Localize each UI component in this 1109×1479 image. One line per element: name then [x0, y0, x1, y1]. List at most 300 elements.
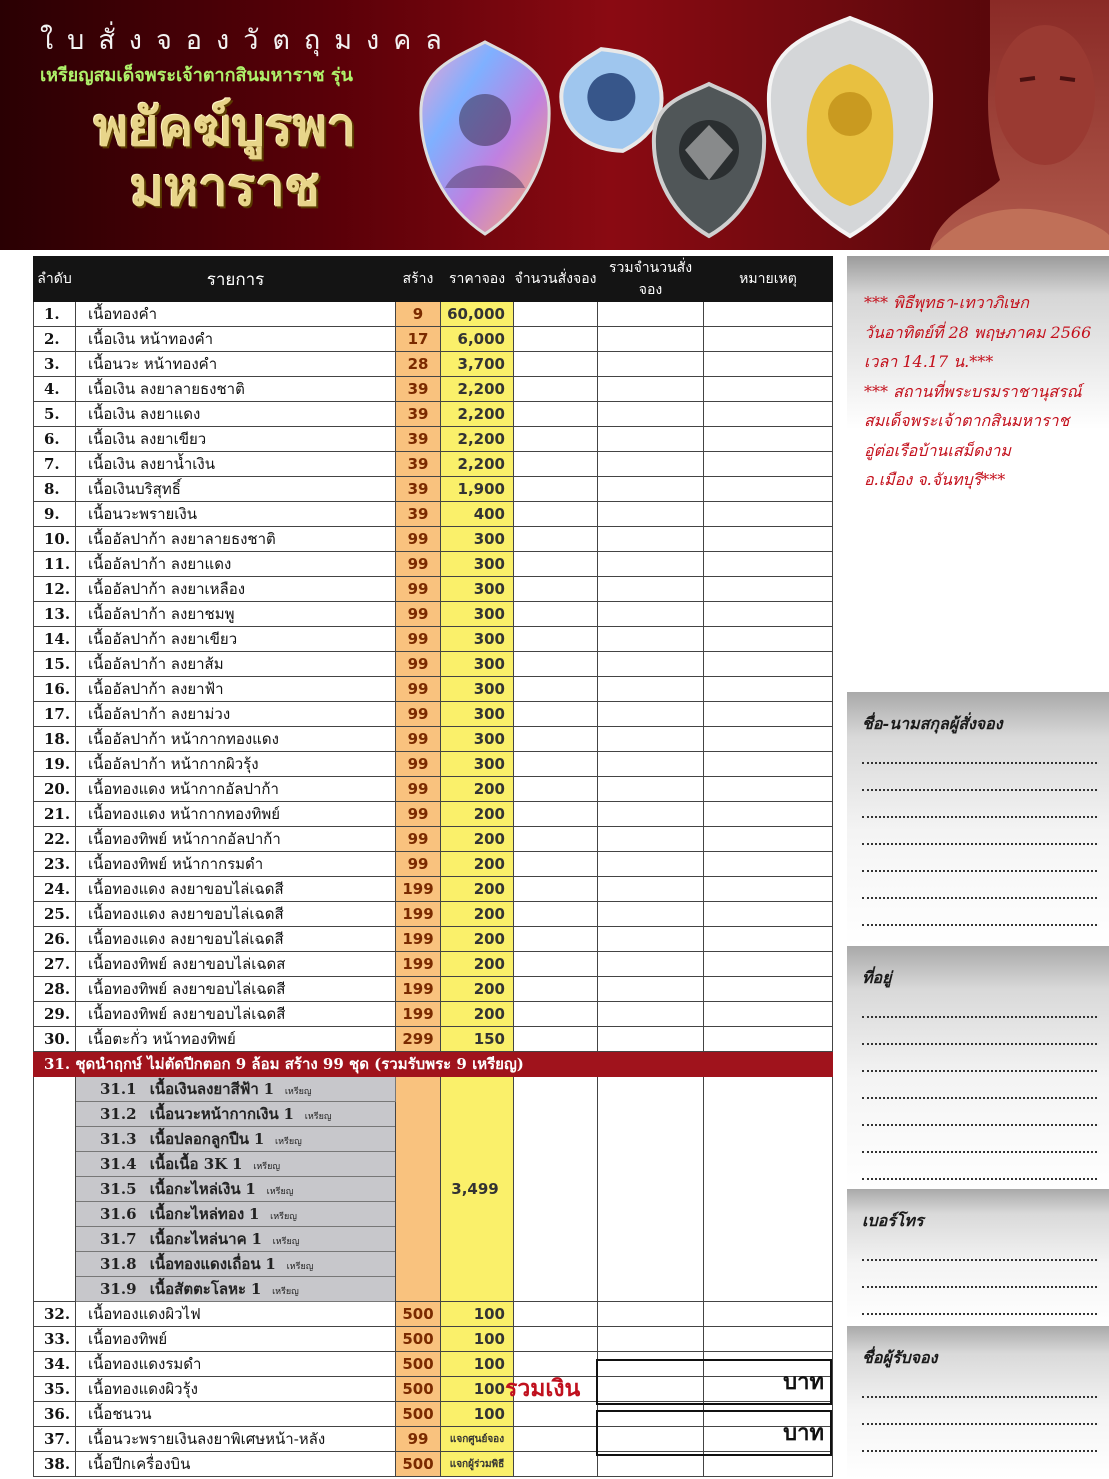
row-order-qty-cell[interactable] [514, 477, 598, 502]
orderer-name-line[interactable] [862, 845, 1097, 872]
set-sub-count: 1 [253, 1130, 265, 1148]
row-order-total-cell[interactable] [598, 477, 704, 502]
row-note-cell[interactable] [704, 477, 833, 502]
address-line[interactable] [862, 1099, 1097, 1126]
row-note-cell[interactable] [704, 977, 833, 1002]
set-sub-name: เนื้อกะไหล่นาค [149, 1230, 247, 1248]
set-qty-cell [396, 1077, 441, 1302]
set-sub-name: เนื้อปลอกลูกปืน [149, 1130, 250, 1148]
row-item-name: เนื้ออัลปาก้า ลงยาลายธงชาติ [76, 527, 396, 552]
row-price: 2,200 [441, 377, 514, 402]
row-order-total-cell[interactable] [598, 802, 704, 827]
row-order-qty-cell[interactable] [514, 377, 598, 402]
row-item-name: เนื้ออัลปาก้า ลงยาเหลือง [76, 577, 396, 602]
row-number: 30. [34, 1027, 76, 1052]
row-order-total-cell[interactable] [598, 752, 704, 777]
set-sub-item [76, 1127, 396, 1152]
phone-line[interactable] [862, 1234, 1097, 1261]
row-number: 14. [34, 627, 76, 652]
row-price: 200 [441, 977, 514, 1002]
row-note-cell[interactable] [704, 352, 833, 377]
row-quantity: 39 [396, 377, 441, 402]
row-order-qty-cell[interactable] [514, 502, 598, 527]
row-note-cell[interactable] [704, 527, 833, 552]
table-row [34, 877, 833, 902]
receiver-line[interactable] [862, 1398, 1097, 1425]
row-order-total-cell[interactable] [598, 527, 704, 552]
set-sub-code: 31.5 [100, 1180, 137, 1198]
row-price: 150 [441, 1027, 514, 1052]
row-price: 200 [441, 777, 514, 802]
row-order-total-cell[interactable] [598, 502, 704, 527]
ceremony-line: วันอาทิตย์ที่ 28 พฤษภาคม 2566 [864, 322, 1092, 342]
row-price: 300 [441, 702, 514, 727]
row-order-qty-cell[interactable] [514, 952, 598, 977]
row-price: 300 [441, 752, 514, 777]
row-order-qty-cell[interactable] [514, 877, 598, 902]
set-sub-unit: เหรียญ [284, 1087, 312, 1097]
table-row [34, 1327, 833, 1352]
receiver-line[interactable] [862, 1425, 1097, 1452]
phone-line[interactable] [862, 1288, 1097, 1315]
row-price: 200 [441, 802, 514, 827]
row-order-qty-cell[interactable] [514, 1327, 598, 1352]
row-order-total-cell[interactable] [598, 552, 704, 577]
row-number: 6. [34, 427, 76, 452]
set-sub-count: 1 [250, 1280, 262, 1298]
row-number: 9. [34, 502, 76, 527]
row-note-cell[interactable] [704, 1027, 833, 1052]
set-sub-unit: เหรียญ [304, 1112, 332, 1122]
col-header-item: รายการ [76, 257, 396, 302]
row-number: 24. [34, 877, 76, 902]
col-header-order-qty: จำนวนสั่งจอง [514, 257, 598, 302]
row-item-name: เนื้อตะกั่ว หน้าทองทิพย์ [76, 1027, 396, 1052]
set-sub-count: 1 [248, 1205, 260, 1223]
row-order-qty-cell[interactable] [514, 402, 598, 427]
total-amount-field[interactable] [596, 1359, 832, 1405]
row-note-cell[interactable] [704, 627, 833, 652]
table-row [34, 452, 833, 477]
row-order-qty-cell[interactable] [514, 977, 598, 1002]
row-price: 400 [441, 502, 514, 527]
row-order-qty-cell[interactable] [514, 777, 598, 802]
row-order-qty-cell[interactable] [514, 927, 598, 952]
row-order-total-cell[interactable] [598, 902, 704, 927]
row-number: 11. [34, 552, 76, 577]
row-number: 17. [34, 702, 76, 727]
row-order-qty-cell[interactable] [514, 602, 598, 627]
table-row [34, 777, 833, 802]
address-line[interactable] [862, 1153, 1097, 1180]
row-quantity: 9 [396, 302, 441, 327]
row-number: 26. [34, 927, 76, 952]
set-sub-count: 1 [265, 1255, 276, 1273]
table-row [34, 402, 833, 427]
row-note-cell[interactable] [704, 677, 833, 702]
table-row [34, 727, 833, 752]
row-order-qty-cell[interactable] [514, 727, 598, 752]
set-sub-name: เนื้อนวะหน้ากากเงิน [149, 1105, 279, 1123]
row-note-cell[interactable] [704, 902, 833, 927]
address-label: ที่อยู่ [862, 968, 892, 987]
row-quantity: 99 [396, 802, 441, 827]
row-note-cell[interactable] [704, 1327, 833, 1352]
row-quantity: 500 [396, 1402, 441, 1427]
row-order-qty-cell[interactable] [514, 702, 598, 727]
row-number: 7. [34, 452, 76, 477]
row-quantity: 39 [396, 427, 441, 452]
row-note-cell[interactable] [704, 327, 833, 352]
row-price: 300 [441, 677, 514, 702]
receiver-label: ชื่อผู้รับจอง [862, 1348, 938, 1367]
row-order-total-cell[interactable] [598, 852, 704, 877]
medal-rainbow-image [415, 38, 555, 238]
set-sub-unit: เหรียญ [272, 1287, 299, 1297]
row-order-total-cell[interactable] [598, 302, 704, 327]
set-sub-name: เนื้อกะไหล่เงิน [149, 1180, 241, 1198]
row-order-total-cell[interactable] [598, 677, 704, 702]
table-row [34, 802, 833, 827]
set-sub-item [76, 1252, 396, 1277]
row-price: 300 [441, 552, 514, 577]
row-quantity: 39 [396, 502, 441, 527]
col-header-order-total: รวมจำนวนสั่งจอง [598, 257, 704, 302]
header-banner [0, 0, 1109, 250]
row-order-total-cell[interactable] [598, 377, 704, 402]
row-price: 200 [441, 902, 514, 927]
row-price: 60,000 [441, 302, 514, 327]
row-item-name: เนื้อทองแดง หน้ากากทองทิพย์ [76, 802, 396, 827]
table-row [34, 327, 833, 352]
row-quantity: 500 [396, 1452, 441, 1477]
row-order-qty-cell[interactable] [514, 302, 598, 327]
set-sub-item [76, 1227, 396, 1252]
row-number: 37. [34, 1427, 76, 1452]
medal-series-subtitle: เหรียญสมเด็จพระเจ้าตากสินมหาราช รุ่น [40, 65, 353, 86]
row-quantity: 39 [396, 477, 441, 502]
set-sub-code: 31.1 [100, 1080, 137, 1098]
row-order-total-cell[interactable] [598, 777, 704, 802]
row-note-cell[interactable] [704, 502, 833, 527]
row-order-total-cell[interactable] [598, 327, 704, 352]
orderer-name-box [847, 692, 1109, 946]
ceremony-line: *** พิธีพุทธา-เทวาภิเษก [864, 293, 1029, 312]
address-line[interactable] [862, 1072, 1097, 1099]
row-order-total-cell[interactable] [598, 402, 704, 427]
row-number: 5. [34, 402, 76, 427]
row-item-name: เนื้อเงิน ลงยาลายธงชาติ [76, 377, 396, 402]
row-number: 1. [34, 302, 76, 327]
address-box [847, 946, 1109, 1189]
row-order-qty-cell[interactable] [514, 752, 598, 777]
row-price: 100 [441, 1327, 514, 1352]
table-row [34, 652, 833, 677]
row-number: 19. [34, 752, 76, 777]
address-line[interactable] [862, 1126, 1097, 1153]
row-note-cell[interactable] [704, 377, 833, 402]
row-price: 100 [441, 1352, 514, 1377]
set-order-qty-cell[interactable] [514, 1077, 598, 1302]
row-order-total-cell[interactable] [598, 952, 704, 977]
row-quantity: 99 [396, 652, 441, 677]
set-row-header [34, 1052, 833, 1077]
row-item-name: เนื้อทองทิพย์ ลงยาขอบไล่เฉดสี [76, 977, 396, 1002]
row-price: 300 [441, 727, 514, 752]
row-note-cell[interactable] [704, 727, 833, 752]
row-order-total-cell[interactable] [598, 1002, 704, 1027]
row-order-qty-cell[interactable] [514, 1027, 598, 1052]
ceremony-line: สมเด็จพระเจ้าตากสินมหาราช [864, 411, 1070, 430]
table-row [34, 352, 833, 377]
set-sub-item [76, 1152, 396, 1177]
row-number: 2. [34, 327, 76, 352]
row-item-name: เนื้อทองแดงรมดำ [76, 1352, 396, 1377]
row-number: 25. [34, 902, 76, 927]
row-item-name: เนื้อทองคำ [76, 302, 396, 327]
row-number: 4. [34, 377, 76, 402]
row-order-total-cell[interactable] [598, 352, 704, 377]
table-row [34, 752, 833, 777]
form-title: ใบสั่งจองวัตถุมงคล [40, 25, 456, 56]
row-item-name: เนื้อปีกเครื่องบิน [76, 1452, 396, 1477]
row-note-cell[interactable] [704, 602, 833, 627]
row-item-name: เนื้อนวะพรายเงินลงยาพิเศษหน้า-หลัง [76, 1427, 396, 1452]
row-order-total-cell[interactable] [598, 727, 704, 752]
orderer-name-line[interactable] [862, 818, 1097, 845]
ceremony-line: *** สถานที่พระบรมราชานุสรณ์ [864, 381, 1082, 401]
row-item-name: เนื้อทองแดงผิวไฟ [76, 1302, 396, 1327]
row-item-name: เนื้ออัลปาก้า ลงยาชมพู [76, 602, 396, 627]
row-order-qty-cell[interactable] [514, 652, 598, 677]
row-note-cell[interactable] [704, 652, 833, 677]
table-row [34, 702, 833, 727]
set-sub-unit: เหรียญ [275, 1137, 302, 1147]
row-quantity: 99 [396, 702, 441, 727]
row-quantity: 99 [396, 577, 441, 602]
row-note-cell[interactable] [704, 777, 833, 802]
row-quantity: 99 [396, 727, 441, 752]
set-row-label: 31. ชุดนำฤกษ์ ไม่ตัดปีกตอก 9 ล้อม สร้าง 99 ชุด (รวมรับพระ 9 เหรียญ) [34, 1052, 833, 1077]
orderer-name-line[interactable] [862, 872, 1097, 899]
set-order-total-cell[interactable] [598, 1077, 704, 1302]
row-quantity: 199 [396, 902, 441, 927]
row-item-name: เนื้อทองทิพย์ ลงยาขอบไล่เฉดส [76, 952, 396, 977]
row-order-total-cell[interactable] [598, 877, 704, 902]
col-header-note: หมายเหตุ [704, 257, 833, 302]
table-row [34, 527, 833, 552]
total-amount-field-2[interactable] [596, 1410, 832, 1456]
row-number: 34. [34, 1352, 76, 1377]
row-number: 23. [34, 852, 76, 877]
table-row [34, 627, 833, 652]
col-header-qty: สร้าง [396, 257, 441, 302]
row-order-qty-cell[interactable] [514, 327, 598, 352]
row-quantity: 199 [396, 927, 441, 952]
orderer-name-line[interactable] [862, 899, 1097, 926]
row-item-name: เนื้ออัลปาก้า ลงยาเขียว [76, 627, 396, 652]
row-order-qty-cell[interactable] [514, 577, 598, 602]
row-note-cell[interactable] [704, 827, 833, 852]
total-unit-1: บาท [783, 1369, 824, 1395]
row-quantity: 99 [396, 827, 441, 852]
row-price: แจกศูนย์จอง [441, 1427, 514, 1452]
row-price: 100 [441, 1302, 514, 1327]
set-sub-item [76, 1177, 396, 1202]
table-row [34, 1302, 833, 1327]
set-sub-code: 31.2 [100, 1105, 137, 1123]
row-note-cell[interactable] [704, 577, 833, 602]
row-quantity: 99 [396, 752, 441, 777]
row-order-qty-cell[interactable] [514, 1427, 598, 1452]
row-quantity: 99 [396, 1427, 441, 1452]
row-price: 200 [441, 1002, 514, 1027]
row-price: 2,200 [441, 427, 514, 452]
row-price: 1,900 [441, 477, 514, 502]
set-sub-item [76, 1277, 396, 1302]
row-order-qty-cell[interactable] [514, 552, 598, 577]
set-sub-unit: เหรียญ [286, 1262, 314, 1272]
set-sub-name: เนื้อเงินลงยาสีฟ้า [149, 1080, 259, 1098]
row-order-qty-cell[interactable] [514, 802, 598, 827]
row-quantity: 28 [396, 352, 441, 377]
row-note-cell[interactable] [704, 752, 833, 777]
row-order-qty-cell[interactable] [514, 452, 598, 477]
row-quantity: 500 [396, 1302, 441, 1327]
row-price: 6,000 [441, 327, 514, 352]
row-order-qty-cell[interactable] [514, 1452, 598, 1477]
medal-silver-gold-image [765, 14, 935, 240]
row-note-cell[interactable] [704, 402, 833, 427]
row-price: 300 [441, 527, 514, 552]
row-order-qty-cell[interactable] [514, 1302, 598, 1327]
ceremony-info-box [847, 256, 1109, 690]
row-number: 38. [34, 1452, 76, 1477]
row-order-total-cell[interactable] [598, 702, 704, 727]
set-sub-name: เนื้อทองแดงเถื่อน [149, 1255, 261, 1273]
receiver-line[interactable] [862, 1371, 1097, 1398]
table-row [34, 1027, 833, 1052]
row-number: 22. [34, 827, 76, 852]
row-price: 200 [441, 952, 514, 977]
set-note-cell[interactable] [704, 1077, 833, 1302]
row-order-total-cell[interactable] [598, 927, 704, 952]
table-row [34, 477, 833, 502]
row-quantity: 99 [396, 677, 441, 702]
row-order-total-cell[interactable] [598, 977, 704, 1002]
address-line[interactable] [862, 991, 1097, 1018]
set-sub-unit: เหรียญ [253, 1162, 281, 1172]
row-note-cell[interactable] [704, 952, 833, 977]
row-note-cell[interactable] [704, 1002, 833, 1027]
row-order-total-cell[interactable] [598, 577, 704, 602]
row-item-name: เนื้อทองแดง ลงยาขอบไล่เฉดสี [76, 877, 396, 902]
row-order-total-cell[interactable] [598, 1327, 704, 1352]
row-order-qty-cell[interactable] [514, 827, 598, 852]
row-item-name: เนื้อเงิน ลงยาแดง [76, 402, 396, 427]
orderer-name-line[interactable] [862, 737, 1097, 764]
row-order-total-cell[interactable] [598, 602, 704, 627]
row-number: 20. [34, 777, 76, 802]
address-line[interactable] [862, 1045, 1097, 1072]
row-price: แจกผู้ร่วมพิธี [441, 1452, 514, 1477]
row-item-name: เนื้อเงิน หน้าทองคำ [76, 327, 396, 352]
row-order-qty-cell[interactable] [514, 677, 598, 702]
row-item-name: เนื้อทองแดง หน้ากากอัลปาก้า [76, 777, 396, 802]
row-item-name: เนื้ออัลปาก้า ลงยาฟ้า [76, 677, 396, 702]
orderer-name-line[interactable] [862, 764, 1097, 791]
row-order-qty-cell[interactable] [514, 627, 598, 652]
row-note-cell[interactable] [704, 702, 833, 727]
row-order-total-cell[interactable] [598, 827, 704, 852]
row-note-cell[interactable] [704, 552, 833, 577]
row-item-name: เนื้ออัลปาก้า หน้ากากทองแดง [76, 727, 396, 752]
set-sub-count: 1 [245, 1180, 256, 1198]
row-price: 300 [441, 627, 514, 652]
row-order-total-cell[interactable] [598, 652, 704, 677]
ceremony-line: อ.เมือง จ.จันทบุรี*** [864, 470, 1006, 489]
ceremony-line: เวลา 14.17 น.*** [864, 352, 994, 371]
table-row [34, 977, 833, 1002]
col-header-price: ราคาจอง [441, 257, 514, 302]
table-row [34, 902, 833, 927]
row-note-cell[interactable] [704, 877, 833, 902]
set-sub-code: 31.7 [100, 1230, 137, 1248]
set-sub-code: 31.4 [100, 1155, 137, 1173]
row-price: 100 [441, 1402, 514, 1427]
row-number: 28. [34, 977, 76, 1002]
set-sub-name: เนื้อเนื้อ 3K [149, 1155, 228, 1173]
row-item-name: เนื้ออัลปาก้า หน้ากากผิวรุ้ง [76, 752, 396, 777]
row-order-total-cell[interactable] [598, 627, 704, 652]
row-item-name: เนื้อทองทิพย์ หน้ากากอัลปาก้า [76, 827, 396, 852]
row-order-qty-cell[interactable] [514, 852, 598, 877]
row-item-name: เนื้อชนวน [76, 1402, 396, 1427]
row-note-cell[interactable] [704, 302, 833, 327]
phone-label: เบอร์โทร [862, 1211, 924, 1230]
set-sub-count: 1 [283, 1105, 294, 1123]
table-row [34, 852, 833, 877]
row-order-total-cell[interactable] [598, 1302, 704, 1327]
row-order-qty-cell[interactable] [514, 352, 598, 377]
row-note-cell[interactable] [704, 927, 833, 952]
row-note-cell[interactable] [704, 1302, 833, 1327]
row-number: 8. [34, 477, 76, 502]
row-order-total-cell[interactable] [598, 1027, 704, 1052]
row-item-name: เนื้อทองแดง ลงยาขอบไล่เฉดสี [76, 902, 396, 927]
row-order-qty-cell[interactable] [514, 427, 598, 452]
row-order-qty-cell[interactable] [514, 902, 598, 927]
row-order-qty-cell[interactable] [514, 527, 598, 552]
col-header-no: ลำดับ [34, 257, 76, 302]
row-note-cell[interactable] [704, 852, 833, 877]
row-order-total-cell[interactable] [598, 452, 704, 477]
address-line[interactable] [862, 1018, 1097, 1045]
row-quantity: 199 [396, 1002, 441, 1027]
table-row [34, 1002, 833, 1027]
set-sub-name: เนื้อกะไหล่ทอง [149, 1205, 245, 1223]
row-quantity: 500 [396, 1352, 441, 1377]
phone-line[interactable] [862, 1261, 1097, 1288]
row-order-total-cell[interactable] [598, 427, 704, 452]
table-row [34, 577, 833, 602]
row-note-cell[interactable] [704, 452, 833, 477]
row-note-cell[interactable] [704, 802, 833, 827]
row-order-qty-cell[interactable] [514, 1002, 598, 1027]
row-price: 2,200 [441, 402, 514, 427]
orderer-name-line[interactable] [862, 791, 1097, 818]
row-note-cell[interactable] [704, 427, 833, 452]
